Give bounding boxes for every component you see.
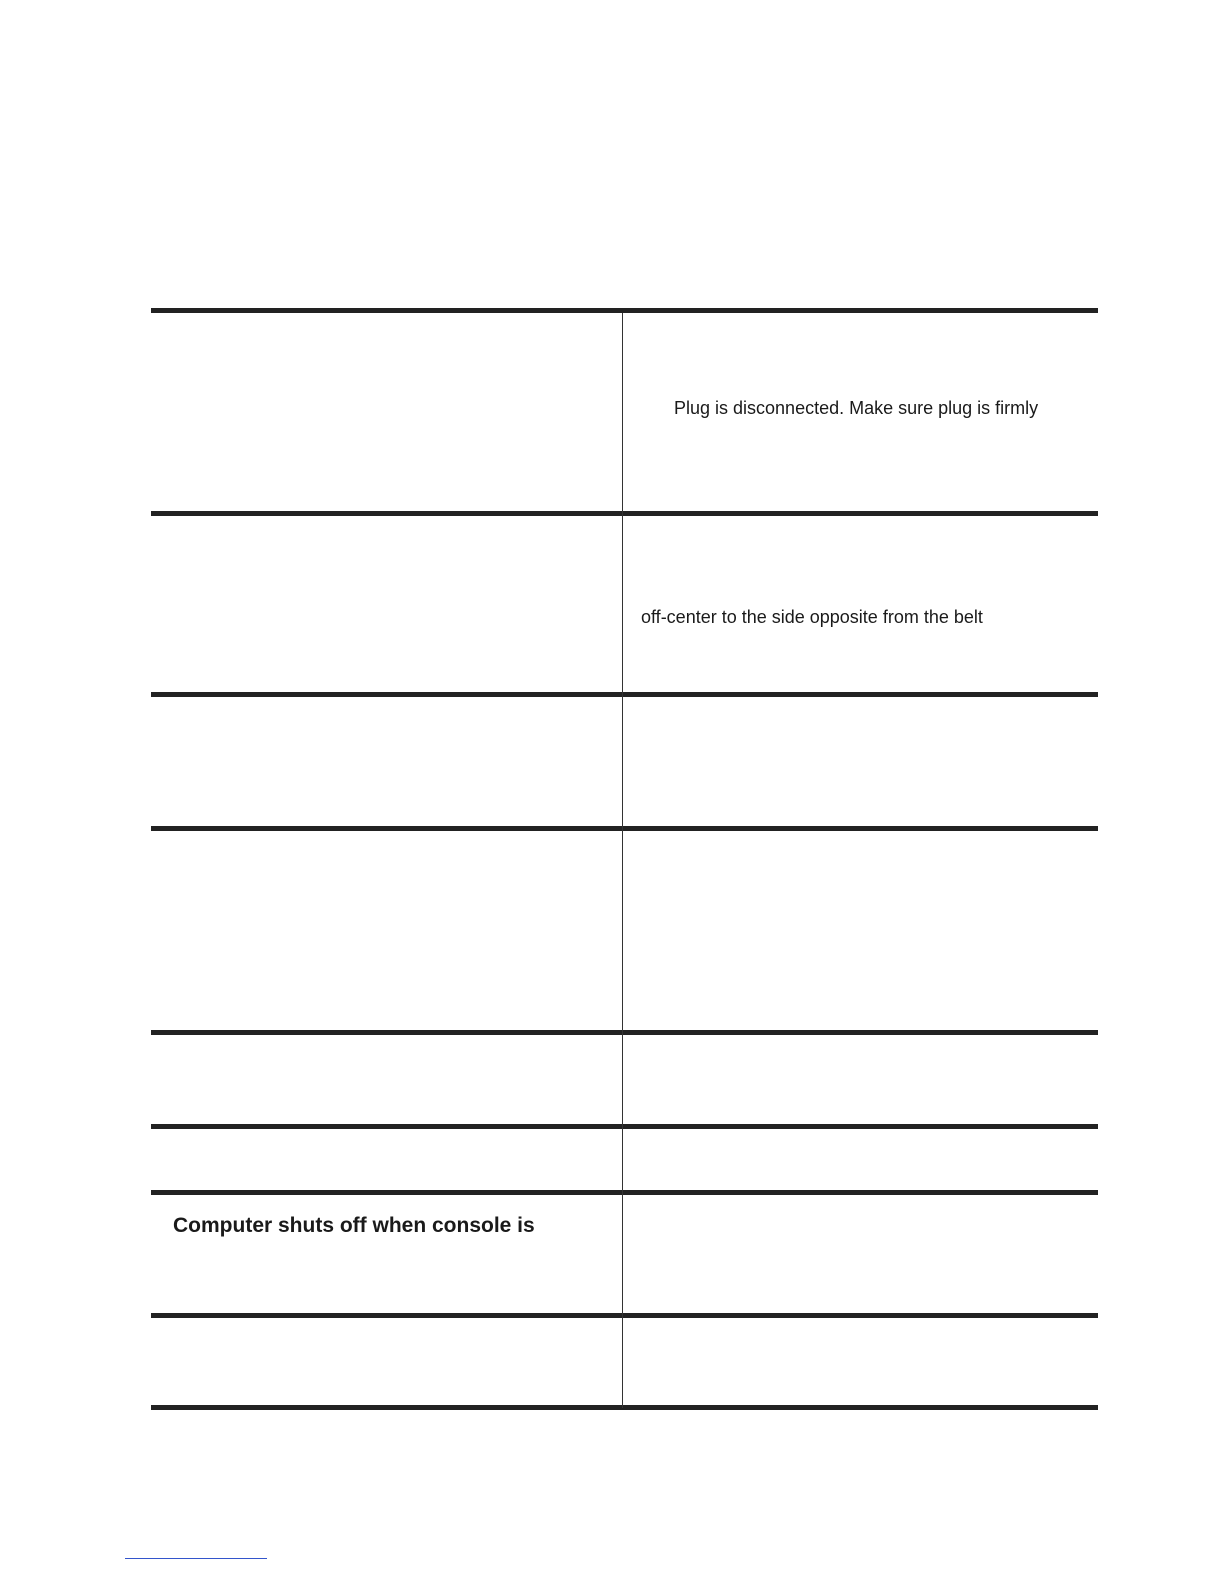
row-2-solution: off-center to the side opposite from the belt bbox=[641, 607, 983, 627]
row-divider bbox=[151, 1313, 1098, 1318]
row-1-solution: Plug is disconnected. Make sure plug is firmly bbox=[674, 398, 1039, 418]
row-divider bbox=[151, 1190, 1098, 1195]
footnote-divider bbox=[125, 1558, 267, 1559]
troubleshooting-table bbox=[151, 308, 1098, 1411]
row-7-problem: Computer shuts off when console is bbox=[173, 1214, 535, 1237]
row-divider bbox=[151, 511, 1098, 516]
column-divider bbox=[622, 313, 623, 1408]
table-bottom-rule bbox=[151, 1405, 1098, 1410]
row-divider bbox=[151, 1124, 1098, 1129]
row-divider bbox=[151, 1030, 1098, 1035]
row-divider bbox=[151, 826, 1098, 831]
row-divider bbox=[151, 692, 1098, 697]
row-divider bbox=[151, 308, 1098, 313]
